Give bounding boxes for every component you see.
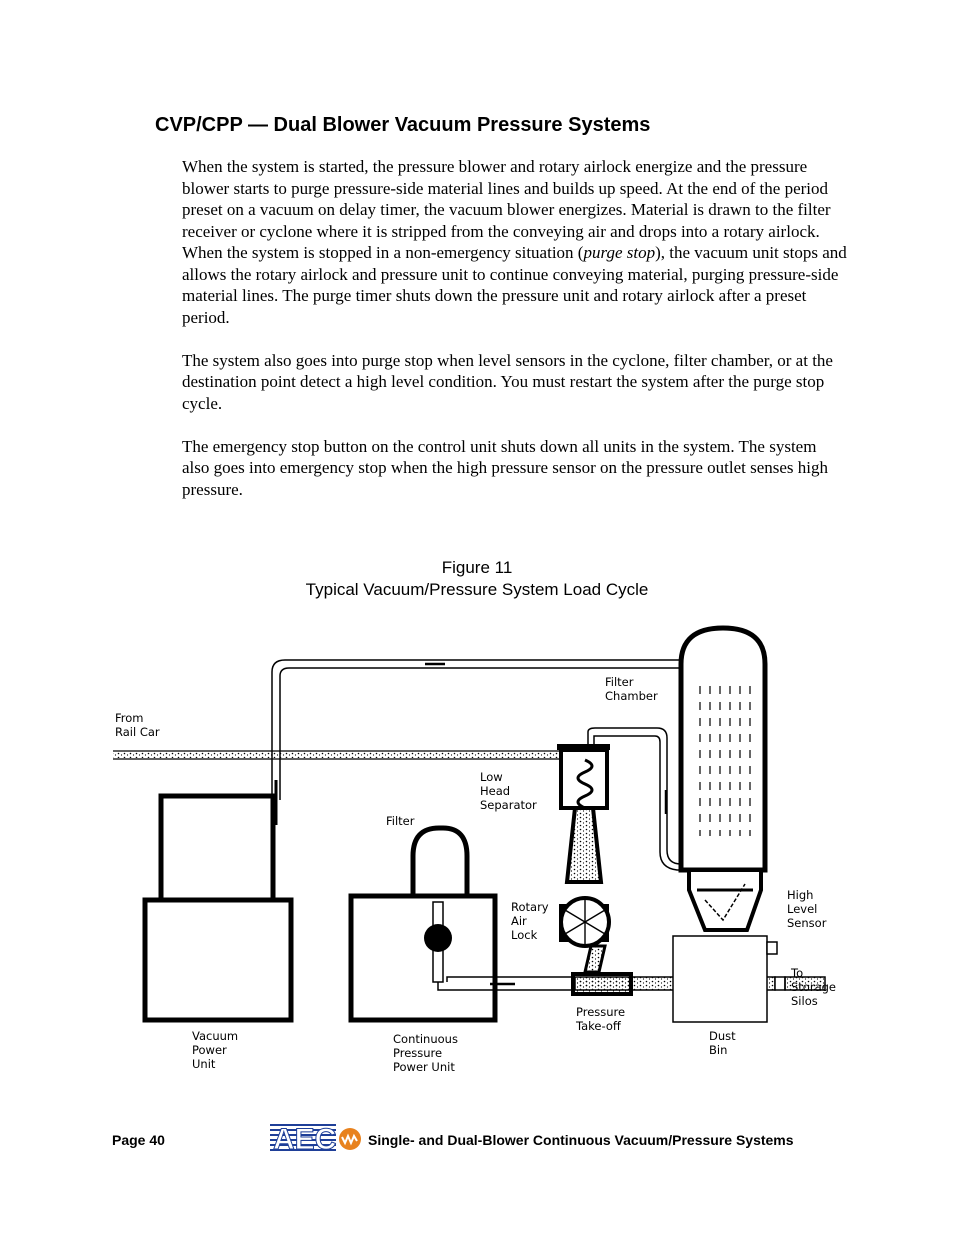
rotary-airlock [559,898,631,994]
label-high-level-2: Level [787,902,818,916]
label-takeoff-2: Take-off [576,1019,621,1033]
label-from-rail-car-2: Rail Car [115,725,160,739]
label-continuous-2: Pressure [393,1046,443,1060]
label-vacuum-2: Power [192,1043,227,1057]
paragraph-startup: When the system is started, the pressure blower and rotary airlock energize and the pressure blower starts to purge pressure-side material lines and builds up speed. At the end of the period preset on a vacuum on delay timer, the vacuum blower energizes. Material is drawn to the filter receiver or cyclone where it is stripped from the conveying air and drops into a rotary airlock. [182,157,831,241]
label-low-head-1: Low [480,770,503,784]
label-rotary-3: Lock [511,928,538,942]
filter-chamber [681,628,765,930]
aec-logo-text: AEC [273,1123,337,1156]
label-low-head-2: Head [480,784,511,798]
label-continuous-3: Power Unit [393,1060,455,1074]
label-rotary-1: Rotary [511,900,549,914]
label-low-head-3: Separator [480,798,537,812]
page-number: Page 40 [112,1132,165,1148]
vacuum-power-unit [145,796,291,1020]
label-dust-2: Bin [709,1043,728,1057]
system-diagram [105,620,836,1090]
label-storage-1: To [791,966,804,980]
label-takeoff-1: Pressure [576,1005,626,1019]
label-vacuum-3: Unit [192,1057,216,1071]
figure-title: Typical Vacuum/Pressure System Load Cycle [305,580,649,599]
label-filter-chamber-2: Chamber [605,689,658,703]
label-rotary-2: Air [511,914,527,928]
dust-bin [673,936,777,1022]
purge-stop-term: purge stop [583,243,656,262]
label-high-level-1: High [787,888,814,902]
continuous-pressure-power-unit [351,828,575,1020]
figure-caption [200,557,754,601]
pressure-line [490,977,825,990]
rail-car-line [113,751,575,759]
body-text [182,156,847,500]
label-storage-3: Silos [791,994,818,1008]
figure-number: Figure 11 [441,558,513,577]
low-head-separator [557,728,685,882]
label-high-level-3: Sensor [787,916,827,930]
label-filter: Filter [386,814,415,828]
section-title: CVP/CPP — Dual Blower Vacuum Pressure Systems [155,114,651,136]
label-filter-chamber-1: Filter [605,675,634,689]
footer-title: Single- and Dual-Blower Continuous Vacuum/Pressure Systems [368,1132,794,1148]
label-vacuum-1: Vacuum [192,1029,239,1043]
label-continuous-1: Continuous [393,1032,458,1046]
paragraph-purge-stop: When the system is stopped in a non-emergency situation (purge stop), the vacuum unit stops and allows the rotary airlock and pressure unit to continue conveying material, purging pressure-side material lines. The purge timer shuts down the pressure unit and rotary airlock after a preset period. [182,243,847,327]
paragraph-emergency-stop: The emergency stop button on the control unit shuts down all units in the system. The system also goes into emergency stop when the high pressure sensor on the pressure outlet senses high pressure. [182,436,829,499]
label-dust-1: Dust [709,1029,736,1043]
aec-logo [270,1120,364,1154]
label-storage-2: Storage [791,980,836,994]
label-from-rail-car-1: From [115,711,144,725]
paragraph-level-sensors: The system also goes into purge stop when level sensors in the cyclone, filter chamber, or at the destination point detect a high level condition. You must restart the system after the purge stop cycle. [182,350,833,413]
